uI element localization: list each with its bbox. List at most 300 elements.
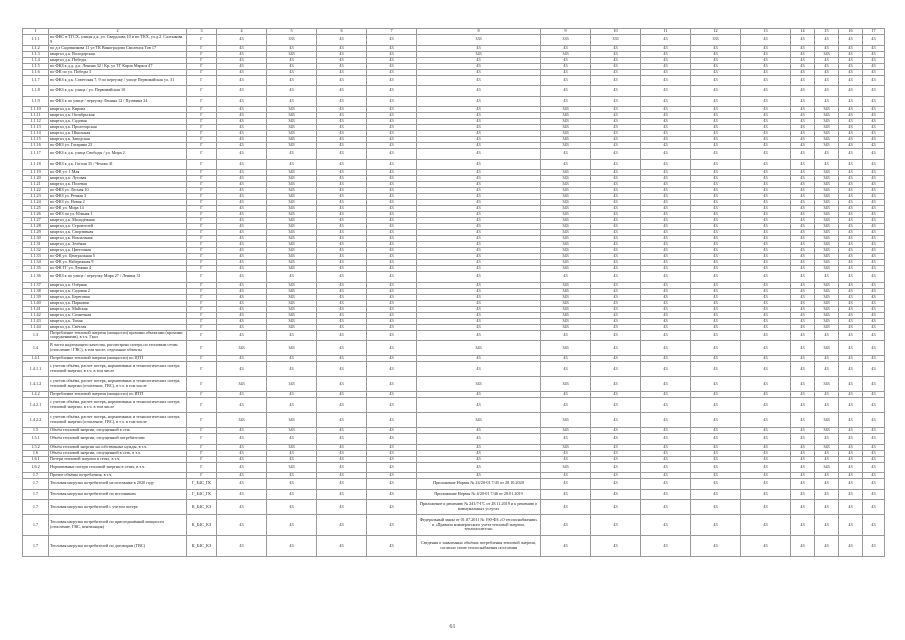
row-value: 43	[839, 282, 863, 288]
row-value: 43	[367, 57, 417, 63]
row-value: 43	[691, 131, 741, 137]
row-value: 43	[863, 306, 885, 312]
row-value: 43	[267, 57, 317, 63]
row-value: 43	[691, 137, 741, 143]
row-value: 43	[317, 159, 367, 170]
row-unit: Г	[187, 306, 217, 312]
row-value: 43	[863, 159, 885, 170]
row-number: 1.7	[23, 473, 49, 479]
row-value: 43	[691, 188, 741, 194]
row-value: 43	[317, 254, 367, 260]
row-value: 43	[317, 230, 367, 236]
row-source: 43	[417, 330, 541, 341]
row-value: 43	[815, 96, 839, 107]
row-value: 43	[741, 206, 791, 212]
row-value: 43	[691, 230, 741, 236]
row-value: 43	[641, 515, 691, 536]
row-value: 43	[641, 356, 691, 362]
row-source: 43	[417, 96, 541, 107]
row-value: 43	[217, 266, 267, 272]
row-value: 43	[641, 159, 691, 170]
row-name: квартал д.к. Молодёжная	[49, 218, 187, 224]
row-value: 43	[863, 288, 885, 294]
row-value: 43	[863, 500, 885, 515]
row-value: 43	[815, 536, 839, 557]
row-source: 43	[417, 260, 541, 266]
row-value: 43	[641, 69, 691, 75]
row-value: 43	[367, 300, 417, 306]
table-row	[23, 86, 885, 97]
row-value: 343	[815, 282, 839, 288]
row-value: 43	[815, 473, 839, 479]
row-value: 43	[367, 119, 417, 125]
row-value: 43	[839, 131, 863, 137]
table-row	[23, 149, 885, 160]
row-number: 1.1.3	[23, 51, 49, 57]
row-unit: Г	[187, 57, 217, 63]
row-value: 43	[741, 392, 791, 398]
row-value: 43	[815, 489, 839, 500]
row-value: 43	[367, 182, 417, 188]
row-value: 43	[691, 473, 741, 479]
row-value: 43	[641, 51, 691, 57]
row-value: 43	[641, 137, 691, 143]
row-value: 343	[541, 236, 591, 242]
row-value: 43	[691, 57, 741, 63]
row-value: 43	[591, 242, 641, 248]
row-number: 1.1.36	[23, 272, 49, 283]
row-value: 43	[267, 489, 317, 500]
row-value: 43	[839, 206, 863, 212]
row-value: 43	[541, 479, 591, 490]
row-value: 43	[367, 254, 417, 260]
row-value: 43	[791, 200, 815, 206]
row-value: 43	[741, 312, 791, 318]
column-number: 15	[815, 29, 839, 35]
row-value: 43	[541, 515, 591, 536]
row-value: 43	[691, 356, 741, 362]
row-value: 343	[815, 312, 839, 318]
table-row	[23, 377, 885, 392]
row-value: 43	[317, 96, 367, 107]
row-value: 43	[691, 200, 741, 206]
row-value: 43	[691, 149, 741, 160]
row-value: 43	[591, 272, 641, 283]
row-number: 1.1.43	[23, 318, 49, 324]
row-value: 43	[217, 96, 267, 107]
row-number: 1.4.2.2	[23, 413, 49, 428]
row-value: 43	[691, 500, 741, 515]
row-value: 43	[791, 489, 815, 500]
row-source: 43	[417, 300, 541, 306]
row-name: квартал д.к. Пролетарская	[49, 125, 187, 131]
row-value: 43	[591, 266, 641, 272]
table-row	[23, 479, 885, 490]
row-number: 1.1.42	[23, 312, 49, 318]
row-value: 43	[691, 306, 741, 312]
row-name: квартал д.к. Майская	[49, 306, 187, 312]
column-number: 16	[839, 29, 863, 35]
row-unit: Г	[187, 194, 217, 200]
row-value: 43	[839, 57, 863, 63]
row-value: 43	[217, 398, 267, 413]
row-value: 43	[591, 57, 641, 63]
row-value: 43	[863, 119, 885, 125]
row-value: 43	[839, 75, 863, 86]
row-value: 43	[691, 182, 741, 188]
row-value: 43	[741, 398, 791, 413]
row-source: 43	[417, 282, 541, 288]
row-value: 43	[541, 536, 591, 557]
row-value: 43	[691, 212, 741, 218]
row-value: 43	[217, 57, 267, 63]
row-value: 43	[591, 473, 641, 479]
row-number: 1.1.7	[23, 75, 49, 86]
row-number: 1.1.21	[23, 182, 49, 188]
row-value: 43	[217, 473, 267, 479]
table-row	[23, 75, 885, 86]
row-value: 43	[367, 149, 417, 160]
row-value: 43	[367, 224, 417, 230]
row-value: 43	[317, 294, 367, 300]
row-value: 43	[317, 450, 367, 456]
row-value: 43	[217, 200, 267, 206]
row-value: 43	[791, 236, 815, 242]
row-value: 43	[741, 473, 791, 479]
row-value: 43	[267, 392, 317, 398]
row-value: 43	[791, 428, 815, 434]
row-source: 43	[417, 131, 541, 137]
row-value: 43	[839, 312, 863, 318]
row-value: 43	[863, 45, 885, 51]
row-value: 43	[691, 266, 741, 272]
row-number: 1.1.32	[23, 248, 49, 254]
row-source: 43	[417, 170, 541, 176]
row-value: 43	[791, 75, 815, 86]
row-value: 343	[267, 131, 317, 137]
row-value: 43	[791, 536, 815, 557]
row-source: 43	[417, 434, 541, 445]
row-value: 43	[367, 489, 417, 500]
row-value: 43	[217, 312, 267, 318]
row-unit: Г	[187, 398, 217, 413]
row-value: 343	[815, 143, 839, 149]
row-value: 43	[641, 224, 691, 230]
row-value: 343	[267, 188, 317, 194]
row-value: 43	[591, 137, 641, 143]
row-value: 43	[267, 479, 317, 490]
row-value: 43	[541, 63, 591, 69]
row-name: с учетом объёма, расчет потерь, нормативных и технологических потерь тепловой энергии (отопление, ГВС), в т.ч. в том числе	[49, 377, 187, 392]
row-unit: Г	[187, 143, 217, 149]
row-value: 343	[267, 248, 317, 254]
row-value: 43	[791, 362, 815, 377]
row-value: 43	[317, 330, 367, 341]
row-value: 343	[267, 170, 317, 176]
row-value: 43	[641, 218, 691, 224]
row-value: 43	[741, 57, 791, 63]
row-value: 43	[217, 362, 267, 377]
row-name: с учетом объёма, расчет потерь, нормативных и технологических потерь тепловой энергии, в т.ч. в том числе	[49, 362, 187, 377]
row-value: 43	[641, 194, 691, 200]
row-value: 43	[691, 312, 741, 318]
row-number: 1.3	[23, 330, 49, 341]
row-value: 43	[691, 96, 741, 107]
row-value: 43	[815, 159, 839, 170]
row-value: 43	[691, 75, 741, 86]
row-value: 43	[839, 294, 863, 300]
column-number: 7	[367, 29, 417, 35]
row-value: 343	[815, 288, 839, 294]
row-value: 43	[641, 260, 691, 266]
row-value: 43	[691, 194, 741, 200]
row-value: 43	[641, 57, 691, 63]
row-value: 43	[367, 266, 417, 272]
row-value: 343	[815, 377, 839, 392]
row-value: 43	[815, 515, 839, 536]
row-value: 343	[815, 428, 839, 434]
row-value: 43	[217, 260, 267, 266]
table-row	[23, 341, 885, 356]
row-value: 43	[741, 266, 791, 272]
row-value: 343	[541, 224, 591, 230]
row-value: 43	[591, 131, 641, 137]
row-value: 343	[267, 318, 317, 324]
row-value: 43	[641, 182, 691, 188]
row-value: 43	[591, 86, 641, 97]
row-value: 43	[267, 272, 317, 283]
row-value: 43	[367, 212, 417, 218]
row-value: 43	[541, 450, 591, 456]
table-row	[23, 462, 885, 473]
row-value: 43	[791, 500, 815, 515]
row-unit: Г	[187, 170, 217, 176]
row-value: 43	[741, 159, 791, 170]
row-value: 343	[815, 341, 839, 356]
row-source: 43	[417, 75, 541, 86]
row-value: 43	[863, 242, 885, 248]
row-value: 343	[267, 125, 317, 131]
row-value: 43	[815, 434, 839, 445]
row-value: 343	[267, 377, 317, 392]
row-name: Потребление тепловой энергии (мощности) прочими объектами (прочими сооружениями), в т.ч. Гкал	[49, 330, 187, 341]
row-value: 343	[541, 294, 591, 300]
row-name: по ФКЗ к по улице / переулку Ленина 12 / Пушкина 24	[49, 96, 187, 107]
row-value: 43	[863, 35, 885, 46]
row-value: 43	[317, 479, 367, 490]
row-value: 343	[815, 254, 839, 260]
row-value: 43	[591, 248, 641, 254]
row-value: 343	[217, 341, 267, 356]
row-value: 43	[839, 224, 863, 230]
row-value: 43	[641, 248, 691, 254]
row-value: 43	[741, 45, 791, 51]
row-value: 43	[815, 63, 839, 69]
row-name: Потребление тепловой энергии (мощности) по ЦТП	[49, 356, 187, 362]
row-value: 43	[691, 51, 741, 57]
row-value: 343	[815, 224, 839, 230]
row-value: 43	[217, 188, 267, 194]
row-source: 43	[417, 324, 541, 330]
row-unit: Г	[187, 324, 217, 330]
row-value: 43	[691, 318, 741, 324]
row-value: 43	[367, 200, 417, 206]
row-value: 43	[791, 170, 815, 176]
row-value: 43	[367, 159, 417, 170]
row-value: 43	[317, 45, 367, 51]
row-value: 43	[839, 194, 863, 200]
row-value: 43	[641, 266, 691, 272]
row-source: 43	[417, 306, 541, 312]
row-number: 1.1.19	[23, 170, 49, 176]
row-source: 343	[417, 51, 541, 57]
row-value: 43	[741, 236, 791, 242]
row-value: 343	[267, 224, 317, 230]
row-value: 43	[367, 294, 417, 300]
row-name: по ФК ул. Набережная 9	[49, 260, 187, 266]
row-value: 43	[839, 119, 863, 125]
row-value: 43	[691, 462, 741, 473]
row-value: 43	[317, 515, 367, 536]
row-name: квартал д.к. Победы	[49, 57, 187, 63]
row-unit: Г	[187, 176, 217, 182]
row-value: 43	[791, 462, 815, 473]
row-value: 43	[741, 500, 791, 515]
row-value: 43	[317, 288, 367, 294]
row-value: 343	[541, 288, 591, 294]
row-value: 43	[591, 489, 641, 500]
row-value: 43	[691, 242, 741, 248]
row-value: 343	[815, 294, 839, 300]
row-value: 43	[839, 200, 863, 206]
row-value: 43	[217, 356, 267, 362]
row-value: 43	[691, 86, 741, 97]
row-value: 43	[863, 377, 885, 392]
row-value: 43	[367, 462, 417, 473]
row-value: 343	[541, 260, 591, 266]
row-source: 43	[417, 212, 541, 218]
column-number: 5	[267, 29, 317, 35]
row-value: 43	[791, 119, 815, 125]
row-value: 43	[815, 35, 839, 46]
row-name: квартал д.к. Солнечная	[49, 312, 187, 318]
row-value: 43	[317, 143, 367, 149]
row-value: 43	[741, 428, 791, 434]
row-value: 43	[691, 536, 741, 557]
row-value: 43	[641, 392, 691, 398]
row-value: 43	[641, 86, 691, 97]
row-value: 43	[791, 230, 815, 236]
row-value: 343	[815, 230, 839, 236]
row-value: 43	[691, 398, 741, 413]
row-number: 1.1.4	[23, 57, 49, 63]
row-unit: Г	[187, 242, 217, 248]
row-name: по ФК по ул. Победы 3	[49, 69, 187, 75]
row-value: 43	[791, 206, 815, 212]
row-value: 43	[741, 143, 791, 149]
row-unit: Г	[187, 318, 217, 324]
row-value: 43	[317, 272, 367, 283]
row-number: 1.1.16	[23, 143, 49, 149]
row-value: 43	[863, 149, 885, 160]
row-name: квартал д.к. Светлая	[49, 324, 187, 330]
row-value: 43	[839, 143, 863, 149]
row-value: 43	[317, 462, 367, 473]
row-value: 43	[791, 107, 815, 113]
row-value: 43	[839, 300, 863, 306]
row-number: 1.4.2.1	[23, 398, 49, 413]
row-value: 43	[317, 536, 367, 557]
row-value: 43	[791, 113, 815, 119]
row-unit: Г	[187, 45, 217, 51]
row-value: 43	[741, 113, 791, 119]
row-value: 43	[791, 306, 815, 312]
row-name: Нормативные потери тепловой энергии в сетях, в т.ч.	[49, 462, 187, 473]
row-value: 43	[591, 413, 641, 428]
row-value: 43	[741, 479, 791, 490]
row-value: 43	[317, 242, 367, 248]
row-name: по ФКЗ к д.к. Советская 7, 9 по переулку / улице Первомайская ул. 31	[49, 75, 187, 86]
row-value: 43	[691, 479, 741, 490]
row-value: 43	[541, 434, 591, 445]
row-value: 43	[815, 149, 839, 160]
row-value: 43	[839, 377, 863, 392]
row-value: 43	[839, 236, 863, 242]
row-value: 43	[591, 500, 641, 515]
row-value: 43	[541, 86, 591, 97]
row-value: 43	[367, 306, 417, 312]
row-name: квартал д.к. Луговая	[49, 176, 187, 182]
row-value: 43	[367, 230, 417, 236]
row-value: 43	[741, 456, 791, 462]
row-unit: Г	[187, 63, 217, 69]
row-value: 43	[367, 248, 417, 254]
row-source: 43	[417, 194, 541, 200]
row-value: 43	[591, 194, 641, 200]
row-value: 43	[217, 170, 267, 176]
row-value: 43	[691, 515, 741, 536]
row-value: 43	[741, 341, 791, 356]
row-value: 43	[641, 131, 691, 137]
row-value: 43	[863, 96, 885, 107]
row-value: 43	[791, 515, 815, 536]
row-value: 43	[641, 462, 691, 473]
row-value: 43	[217, 137, 267, 143]
row-value: 43	[839, 113, 863, 119]
row-value: 43	[317, 182, 367, 188]
row-value: 343	[815, 266, 839, 272]
row-value: 43	[839, 515, 863, 536]
row-value: 43	[863, 125, 885, 131]
row-number: 1.4	[23, 341, 49, 356]
row-value: 43	[591, 324, 641, 330]
row-value: 43	[367, 206, 417, 212]
row-value: 43	[791, 282, 815, 288]
row-value: 43	[741, 75, 791, 86]
row-value: 43	[591, 434, 641, 445]
row-value: 43	[863, 536, 885, 557]
row-value: 43	[641, 444, 691, 450]
row-value: 43	[317, 362, 367, 377]
row-value: 43	[591, 300, 641, 306]
row-unit: Г	[187, 206, 217, 212]
row-value: 43	[741, 182, 791, 188]
row-value: 43	[791, 224, 815, 230]
row-value: 43	[541, 75, 591, 86]
row-unit: Г	[187, 282, 217, 288]
row-number: 1.1.14	[23, 131, 49, 137]
row-value: 43	[217, 107, 267, 113]
